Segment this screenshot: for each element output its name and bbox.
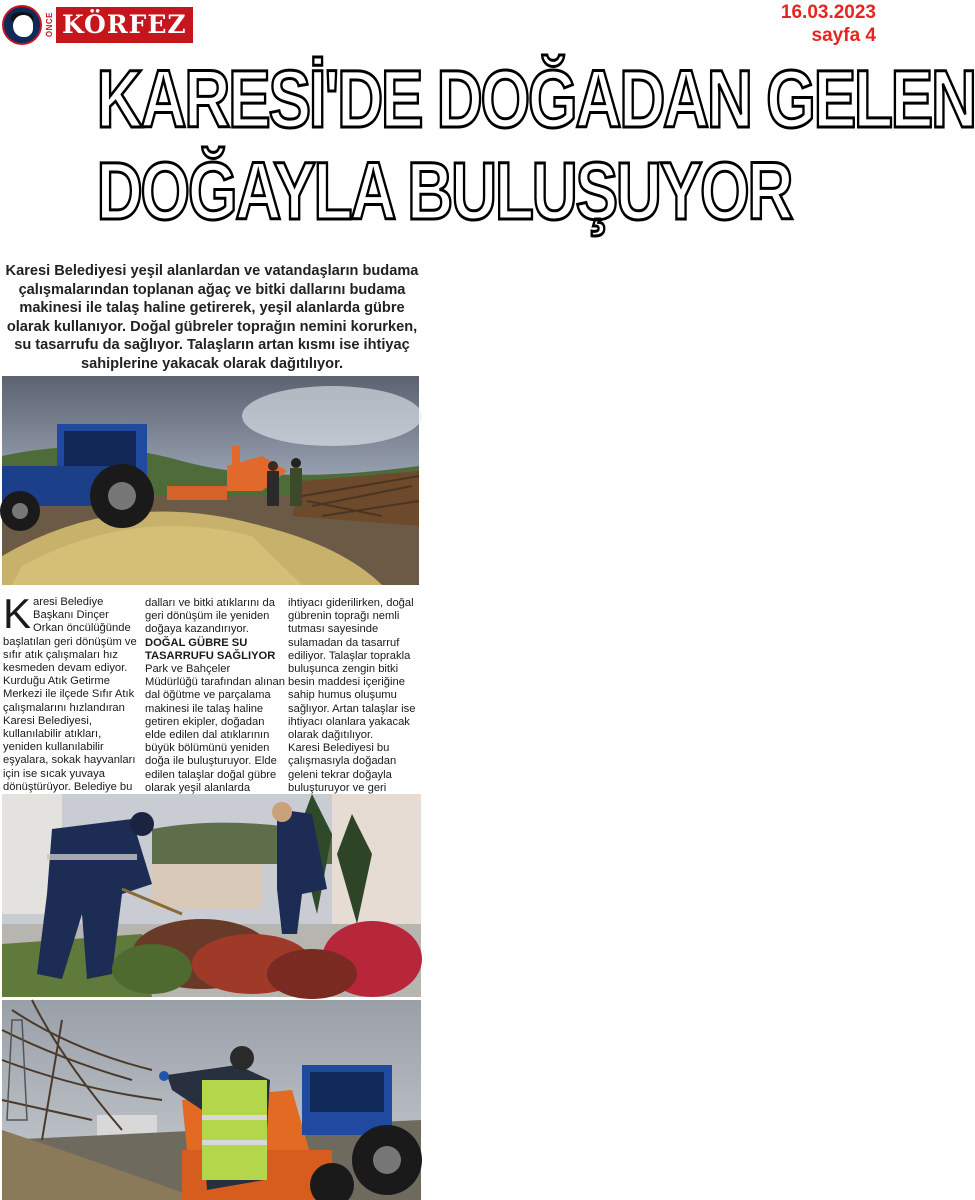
article-column-3 bbox=[288, 597, 424, 808]
photo-tractor-chipper bbox=[2, 376, 419, 585]
issue-date: 16.03.2023 bbox=[780, 2, 876, 23]
lead-paragraph: Karesi Belediyesi yeşil alanlardan ve vatandaşların budama çalışmalarından toplanan ağaç ve bitki dallarını budama makinesi ile talaş haline getirerek, yeşil alanlarda gübre olarak kullanıyor. Doğal gübreler toprağın nemini korurken, su tasarrufu da sağlıyor. Talaşların artan kısmı ise ihtiyaç sahiplerine yakacak olarak dağıtılıyor. bbox=[5, 263, 419, 372]
page-number: sayfa 4 bbox=[811, 25, 876, 46]
article-column-2 bbox=[145, 597, 285, 821]
logo-prefix: ÖNCE bbox=[45, 12, 54, 38]
column-2-text-b: Park ve Bahçeler Müdürlüğü tarafından alınan dal öğütme ve parçalama makinesi ile talaş haline getiren ekipler, doğadan elde edilen dal atıklarının büyük bölümünü yeniden doğa ile buluşturuyor. Elde edilen talaşlar doğal gübre olarak yeşil alanlarda bbox=[145, 663, 285, 794]
masthead-logo bbox=[2, 4, 193, 46]
column-2-text-a: dalları ve bitki atıklarını da geri dönüşüm ile yeniden doğaya kazandırıyor. bbox=[145, 597, 275, 636]
column-3-text-b: Karesi Belediyesi bu çalışmasıyla doğadan geleni tekrar doğayla buluşturuyor ve geri bbox=[288, 742, 397, 794]
headline-line-2: DOĞAYLA BULUŞUYOR bbox=[96, 146, 792, 237]
drop-cap: K bbox=[3, 590, 32, 637]
article-subheading: DOĞAL GÜBRE SU TASARRUFU SAĞLIYOR bbox=[145, 636, 276, 662]
column-1-text: aresi Belediye Başkanı Dinçer Orkan öncülüğünde başlatılan geri dönüşüm ve sıfır atık çalışmaları hız kesmeden devam ediyor. Kurduğu Atık Getirme Merkezi ile ilçede Sıfır Atık çalışmalarını hızlandıran Karesi Belediyesi, kullanılabilir atıkları, yeniden kullanılabilir eşyalara, sokak hayvanları için ise sıcak yuvaya dönüştürüyor. Belediye bu bbox=[3, 596, 137, 793]
photo-worker-at-chipper bbox=[2, 1000, 421, 1200]
photo-workers-spreading-mulch bbox=[2, 794, 421, 997]
column-3-text-a: ihtiyacı giderilirken, doğal gübrenin toprağı nemli tutması sayesinde sulamadan da tasarruf ediliyor. Talaşlar toprakla buluşunca zengin bitki besin maddesi içeriğine sahip humus oluşumu sağlıyor. Artan talaşlar ise ihtiyacı olanlara yakacak olarak dağıtılıyor. bbox=[288, 597, 416, 742]
portrait-silhouette-icon bbox=[2, 5, 42, 45]
issue-info bbox=[781, 1, 876, 47]
logo-name: KÖRFEZ bbox=[56, 7, 193, 43]
article-column-1 bbox=[3, 590, 138, 820]
headline-line-1: KARESİ'DE DOĞADAN GELEN bbox=[96, 54, 975, 145]
headline bbox=[96, 54, 975, 238]
